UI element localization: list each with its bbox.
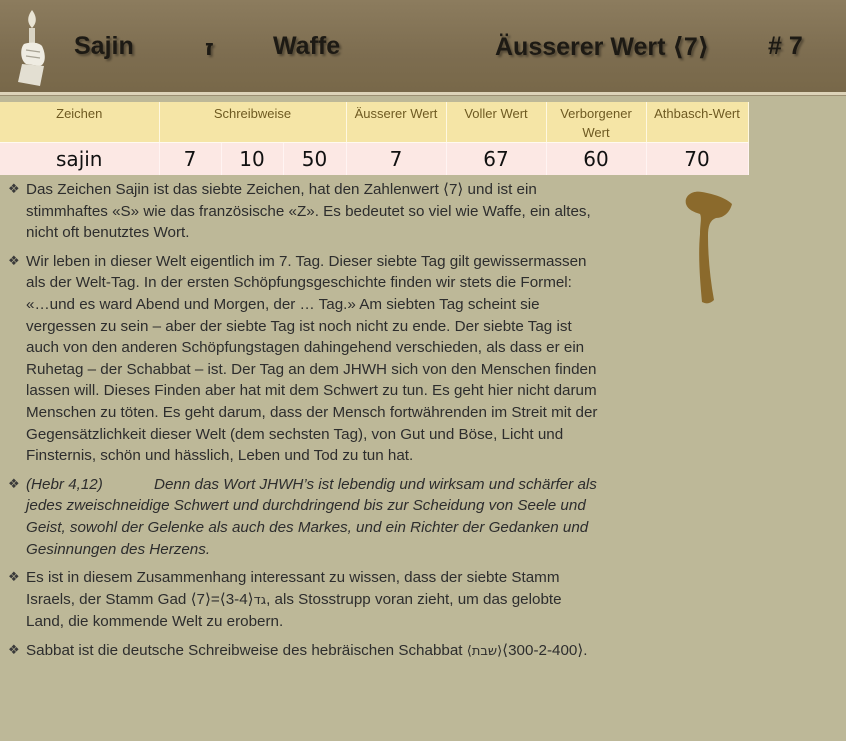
paragraph-text: Wir leben in dieser Welt eigentlich im 7. Tag. Dieser siebte Tag gilt gewissermassen als der Welt-Tag. In der ersten Schöpfungsgeschichte finden wir stets die Formel: «…und es ward Abend und Morgen, der … Tag.» Am siebten Tag scheint sie vergessen zu sein – aber der siebte Tag ist noch nicht zu ende. Der siebte Tag ist auch von den anderen Schöpfungstagen dahingehend verschieden, als dass er ein Ruhetag – der Schabbat – ist. Der Tag an dem JHWH sich von den Menschen finden lassen will. Dieses Finden aber hat mit dem Schwert zu tun. Es geht hier nicht darum Menschen zu töten. Es geht darum, dass der Mensch fortwährenden im Streit mit der Gegensätzlichkeit dieser Welt (dem sechsten Tag), von Gut und Böse, Licht und Finsternis, schön und hässlich, Leben und Tod zu tun hat. (26, 252, 598, 465)
values-table (0, 102, 749, 175)
header-bar (0, 0, 846, 92)
cell-athbasch-wert: 70 (646, 143, 748, 175)
list-item (8, 474, 598, 560)
paragraph-text: ⟨3-4⟩=⟨7⟩, als Stosstrupp voran zieht, um das gelobte Land, die kommende Welt zu erobern. (26, 590, 562, 631)
cell-schreibweise-3: 50 (283, 143, 346, 175)
cell-zeichen: sajin (0, 143, 159, 175)
header-verborgener-wert: Verborgener Wert (546, 102, 646, 143)
bullet-icon: ❖ (8, 182, 20, 197)
paragraph-text: ⟨300-2-400⟩. (502, 641, 588, 659)
hebrew-letter: ז (205, 36, 214, 61)
cell-voller-wert: 67 (446, 143, 546, 175)
table-header-row (0, 102, 748, 143)
letter-number: # 7 (768, 32, 803, 60)
cell-aeusserer-wert: 7 (346, 143, 446, 175)
paragraph-text: Sabbat ist die deutsche Schreibweise des hebräischen Schabbat (26, 641, 467, 659)
header-athbasch-wert: Athbasch-Wert (646, 102, 748, 143)
hebrew-word: ⟨שבת⟩ (466, 643, 503, 659)
bullet-icon: ❖ (8, 642, 20, 658)
table-row (0, 143, 748, 175)
letter-meaning: Waffe (273, 32, 341, 60)
list-item (8, 179, 598, 244)
cell-verborgener-wert: 60 (546, 143, 646, 175)
header-aeusserer-wert: Äusserer Wert (346, 102, 446, 143)
list-item (8, 640, 598, 663)
header-voller-wert: Voller Wert (446, 102, 546, 143)
bullet-icon: ❖ (8, 476, 20, 492)
header-divider (0, 92, 846, 96)
bullet-icon: ❖ (8, 253, 20, 269)
quote-text: Denn das Wort JHWH’s ist lebendig und wirksam und schärfer als jedes zweischneidige Schwert und durchdringend bis zur Scheidung von Seele und Geist, sowohl der Gelenke als auch des Markes, und ein Richter der Gedanken und Gesinnungen des Herzens. (26, 475, 597, 558)
bullet-icon: ❖ (8, 570, 20, 586)
paragraph-text: Es ist in diesem Zusammenhang interessant zu wissen, dass der siebte Stamm Israels, der Stamm Gad (26, 569, 560, 608)
header-schreibweise: Schreibweise (159, 102, 346, 143)
list-item (8, 567, 598, 633)
letter-name: Sajin (74, 32, 134, 60)
cell-schreibweise-2: 10 (221, 143, 283, 175)
hebrew-zayin-icon (680, 186, 736, 306)
hebrew-word: גד (253, 592, 267, 608)
paragraph-text: Das Zeichen Sajin ist das siebte Zeichen, hat den Zahlenwert ⟨7⟩ und ist ein stimmhaftes «S» wie das französische «Z». Es bedeutet so viel wie Waffe, ein altes, nicht oft benutztes Wort. (26, 181, 591, 242)
content-list (8, 179, 598, 669)
header-zeichen: Zeichen (0, 102, 159, 143)
torch-hand-icon (10, 8, 56, 86)
cell-schreibweise-1: 7 (159, 143, 221, 175)
list-item (8, 251, 598, 467)
bible-reference: (Hebr 4,12) (26, 475, 103, 493)
outer-value-title: Äusserer Wert ⟨7⟩ (495, 33, 710, 61)
